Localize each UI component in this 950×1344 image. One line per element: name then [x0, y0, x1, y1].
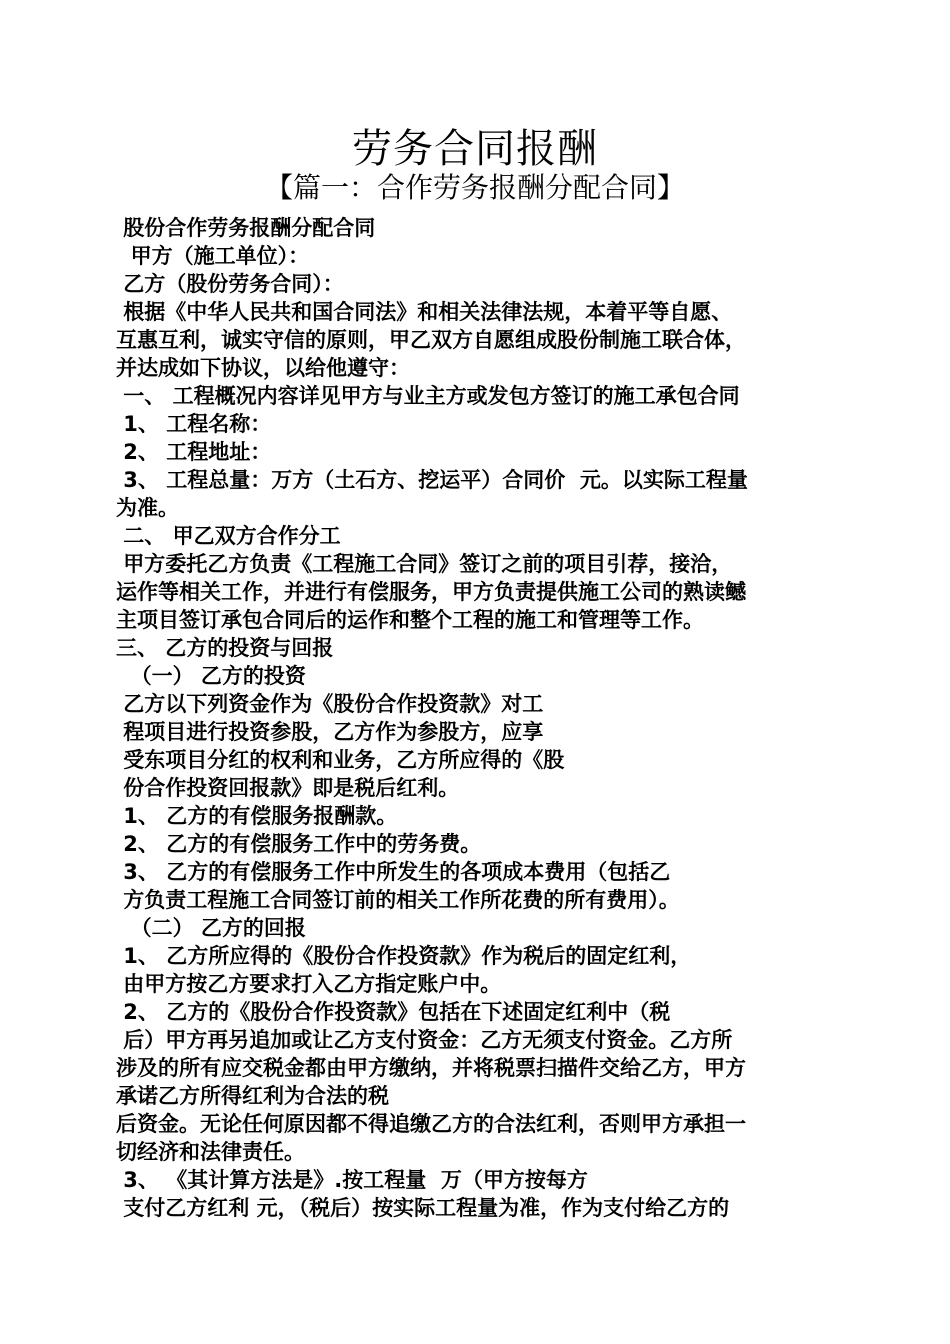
document-title: 劳务合同报酬 — [352, 126, 598, 172]
text-line: 受东项目分红的权利和业务，乙方所应得的《股 — [116, 748, 565, 772]
text-line: 1、 乙方的有偿服务报酬款。 — [116, 804, 398, 828]
text-line: 甲方（施工单位）： — [116, 244, 310, 268]
text-line: 3、 《其计算方法是》.按工程量 万（甲方按每方 — [116, 1168, 588, 1192]
text-line: 乙方（股份劳务合同）： — [116, 272, 344, 296]
text-line: 运作等相关工作，并进行有偿服务，甲方负责提供施工公司的熟读鳡 — [116, 580, 746, 604]
document-subtitle: 【篇一：合作劳务报酬分配合同】 — [264, 171, 685, 204]
text-line: 1、 工程名称： — [116, 412, 272, 436]
text-line: 根据《中华人民共和国合同法》和相关法律法规，本着平等自愿、 — [116, 300, 733, 324]
text-line: 一、 工程概况内容详见甲方与业主方或发包方签订的施工承包合同 — [116, 384, 740, 408]
text-line: 三、 乙方的投资与回报 — [116, 636, 334, 660]
text-line: 2、 工程地址： — [116, 440, 272, 464]
text-line: 2、 乙方的《股份合作投资款》包括在下述固定红利中（税 — [116, 1000, 671, 1024]
text-line: 3、 工程总量：万方（土石方、挖运平）合同价 元。以实际工程量 — [116, 468, 748, 492]
text-line: 支付乙方红利 元，（税后）按实际工程量为准，作为支付给乙方的 — [116, 1196, 730, 1220]
text-line: 承诺乙方所得红利为合法的税 — [116, 1084, 389, 1108]
text-line: 后）甲方再另追加或让乙方支付资金：乙方无须支付资金。乙方所 — [116, 1028, 733, 1052]
text-line: （二） 乙方的回报 — [116, 916, 306, 940]
text-line: 互惠互利，诚实守信的原则，甲乙双方自愿组成股份制施工联合体， — [116, 328, 746, 352]
text-line: 切经济和法律责任。 — [116, 1140, 305, 1164]
text-line: 1、 乙方所应得的《股份合作投资款》作为税后的固定红利， — [116, 944, 692, 968]
text-line: 方负责工程施工合同签订前的相关工作所花费的所有费用）。 — [116, 888, 680, 912]
text-line: 甲方委托乙方负责《工程施工合同》签订之前的项目引荐，接洽， — [116, 552, 733, 576]
text-line: 由甲方按乙方要求打入乙方指定账户中。 — [116, 972, 502, 996]
text-line: 乙方以下列资金作为《股份合作投资款》对工 — [116, 692, 544, 716]
text-line: 二、 甲乙双方合作分工 — [116, 524, 341, 548]
text-line: 后资金。无论任何原因都不得追缴乙方的合法红利，否则甲方承担一 — [116, 1112, 746, 1136]
text-line: （一） 乙方的投资 — [116, 664, 306, 688]
text-line: 股份合作劳务报酬分配合同 — [116, 216, 376, 240]
text-line: 为准。 — [116, 496, 179, 520]
text-line: 主项目签订承包合同后的运作和整个工程的施工和管理等工作。 — [116, 608, 704, 632]
text-line: 并达成如下协议，以给他遵守： — [116, 356, 410, 380]
text-line: 2、 乙方的有偿服务工作中的劳务费。 — [116, 832, 482, 856]
text-line: 3、 乙方的有偿服务工作中所发生的各项成本费用（包括乙 — [116, 860, 671, 884]
text-line: 份合作投资回报款》即是税后红利。 — [116, 776, 460, 800]
text-line: 涉及的所有应交税金都由甲方缴纳，并将税票扫描件交给乙方，甲方 — [116, 1056, 746, 1080]
text-line: 程项目进行投资参股，乙方作为参股方，应享 — [116, 720, 544, 744]
